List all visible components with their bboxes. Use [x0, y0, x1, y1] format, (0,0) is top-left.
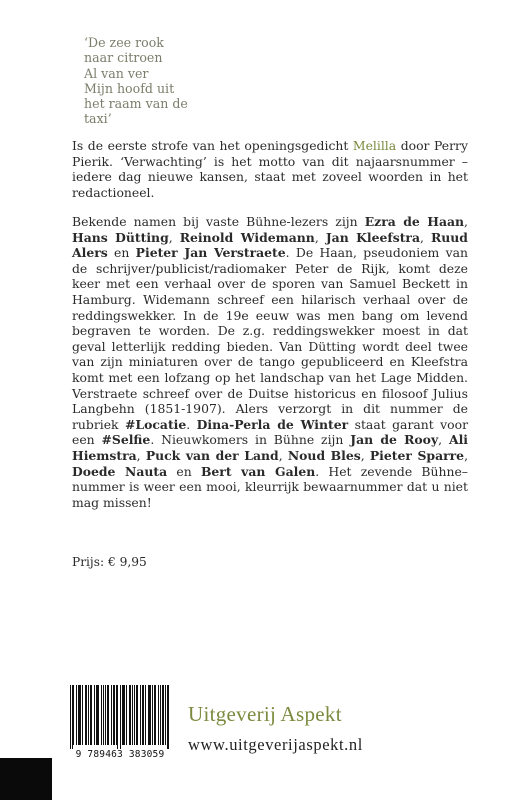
- body-text: .: [186, 416, 197, 432]
- barcode-bar: [76, 685, 77, 745]
- barcode-bar: [160, 685, 161, 745]
- barcode-bar: [101, 685, 102, 745]
- poem-title: Melilla: [352, 138, 397, 153]
- barcode-bar: [165, 685, 166, 745]
- author-name: Noud Bles: [287, 447, 361, 463]
- barcode-bar: [150, 685, 151, 745]
- intro-text: ‘Verwachting’ is het motto van dit najaarsnummer – iedere dag nieuwe kansen, staat met zoveel woorden in het redactioneel.: [72, 153, 468, 200]
- poem-line: naar citroen: [84, 50, 163, 66]
- poem-line: Mijn hoofd uit: [84, 80, 175, 96]
- body-text: . Het zevende Bühne–nummer is weer een mooi, kleurrijk bewaarnummer dat u niet mag missen!: [72, 463, 468, 510]
- barcode-bar: [152, 685, 153, 745]
- poem-line: Al van ver: [84, 65, 149, 81]
- separator: en: [167, 463, 201, 479]
- barcode-bar: [98, 685, 99, 745]
- poem-line: het raam van de: [84, 96, 188, 112]
- barcode-bar: [88, 685, 89, 745]
- barcode-bar: [168, 685, 169, 749]
- barcode-bar: [120, 685, 121, 749]
- barcode-bar: [91, 685, 92, 745]
- intro-text: Is de eerste strofe van het openingsgedicht: [72, 138, 353, 153]
- poem-line: taxi’: [84, 111, 112, 127]
- intro-paragraph: [72, 138, 468, 200]
- barcode-bar: [78, 685, 79, 745]
- body-text: . Nieuwkomers in Bühne zijn: [150, 432, 351, 448]
- barcode-bar: [126, 685, 127, 745]
- price-label: Prijs: € 9,95: [72, 555, 147, 569]
- barcode-bar: [162, 685, 163, 745]
- corner-block: [0, 758, 52, 800]
- author-name: Dina-Perla de Winter: [196, 416, 349, 432]
- barcode-bar: [73, 685, 74, 745]
- separator: ,: [168, 229, 180, 245]
- author-name: Jan de Rooy: [350, 432, 439, 448]
- barcode-bar: [124, 685, 125, 745]
- rubric-tag: #Locatie: [125, 416, 187, 432]
- separator: ,: [438, 432, 449, 448]
- separator: ,: [314, 229, 326, 245]
- barcode-bar: [105, 685, 106, 745]
- barcode-bar: [140, 685, 141, 745]
- body-text: staat garant voor een: [72, 416, 468, 448]
- barcode-bar: [155, 685, 156, 745]
- author-name: Hans Dütting: [72, 229, 169, 245]
- intro-text: door Perry Pierik.: [72, 138, 468, 169]
- barcode-bar: [137, 685, 138, 745]
- barcode-bar: [143, 685, 144, 745]
- separator: ,: [464, 447, 469, 463]
- author-name: Bert van Galen: [200, 463, 316, 479]
- barcode-bar: [114, 685, 115, 745]
- barcode-bars: [70, 685, 170, 749]
- body-text: . De Haan, pseudoniem van de schrijver/publicist/radiomaker Peter de Rijk, komt deze keer met een verhaal over de sporen van Samuel Beckett in Hamburg. Widemann schreef een hilarisch verhaal over de reddingswekker. In de 19e eeuw was men bang om levend begraven te worden. De z.g. reddingswekker moest in dat geval letterlijk redding bieden. Van Dütting wordt deel twee van zijn miniaturen over de tango gepubliceerd en Kleefstra komt met een lofzang op het landschap van het Lage Midden. Verstraete schreef over de Duitse historicus en filosoof Julius Langbehn (1851-1907). Alers verzorgt in dit nummer de rubriek: [72, 245, 468, 432]
- barcode-bar: [167, 685, 168, 749]
- author-name: Reinold Widemann: [179, 229, 315, 245]
- barcode-bar: [134, 685, 135, 745]
- barcode-bar: [70, 685, 71, 749]
- separator: ,: [464, 214, 468, 229]
- barcode-bar: [94, 685, 95, 745]
- barcode-bar: [86, 685, 87, 745]
- barcode-bar: [82, 685, 83, 745]
- barcode-bar: [96, 685, 97, 745]
- barcode-bar: [149, 685, 150, 745]
- barcode-bar: [103, 685, 104, 745]
- author-name: Ruud Alers: [72, 229, 468, 261]
- barcode-bar: [111, 685, 112, 745]
- description-paragraph: [72, 214, 468, 510]
- separator: ,: [419, 229, 431, 245]
- barcode-bar: [117, 685, 118, 749]
- barcode-bar: [132, 685, 133, 745]
- barcode-bar: [123, 685, 124, 745]
- rubric-tag: #Selfie: [101, 432, 151, 448]
- barcode-bar: [163, 685, 164, 745]
- author-name: Ezra de Haan: [364, 214, 465, 229]
- barcode-bar: [148, 685, 149, 745]
- body-text: Bekende namen bij vaste Bühne-lezers zijn: [72, 214, 365, 229]
- barcode-bar: [85, 685, 86, 745]
- barcode-bar: [72, 685, 73, 749]
- separator: ,: [278, 447, 288, 463]
- barcode-bar: [97, 685, 98, 745]
- barcode-bar: [79, 685, 80, 745]
- author-name: Pieter Jan Verstraete: [135, 245, 286, 261]
- barcode-bar: [122, 685, 123, 745]
- barcode-bar: [116, 685, 117, 745]
- author-name: Doede Nauta: [72, 463, 168, 479]
- poem-line: ‘De zee rook: [84, 35, 164, 50]
- author-name: Jan Kleefstra: [325, 229, 420, 245]
- barcode-bar: [113, 685, 114, 745]
- isbn-digits: 9 789463 383059: [75, 749, 165, 760]
- barcode-bar: [136, 685, 137, 745]
- barcode-bar: [142, 685, 143, 745]
- barcode-bar: [80, 685, 81, 745]
- separator: en: [107, 245, 136, 261]
- publisher-name: Uitgeverij Aspekt: [188, 702, 342, 726]
- author-name: Ali Hiemstra: [72, 432, 468, 463]
- author-name: Puck van der Land: [145, 447, 279, 463]
- author-name: Pieter Sparre: [369, 447, 465, 463]
- separator: ,: [360, 447, 370, 463]
- barcode-bar: [154, 685, 155, 745]
- barcode-bar: [145, 685, 146, 745]
- barcode-bar: [158, 685, 159, 745]
- publisher-website: www.uitgeverijaspekt.nl: [188, 735, 363, 754]
- barcode-bar: [108, 685, 109, 745]
- barcode-bar: [90, 685, 91, 745]
- barcode-bar: [129, 685, 130, 745]
- barcode-bar: [130, 685, 131, 745]
- barcode-bar: [107, 685, 108, 745]
- opening-poem: [84, 35, 224, 127]
- separator: ,: [136, 447, 146, 463]
- isbn-barcode: [66, 683, 174, 762]
